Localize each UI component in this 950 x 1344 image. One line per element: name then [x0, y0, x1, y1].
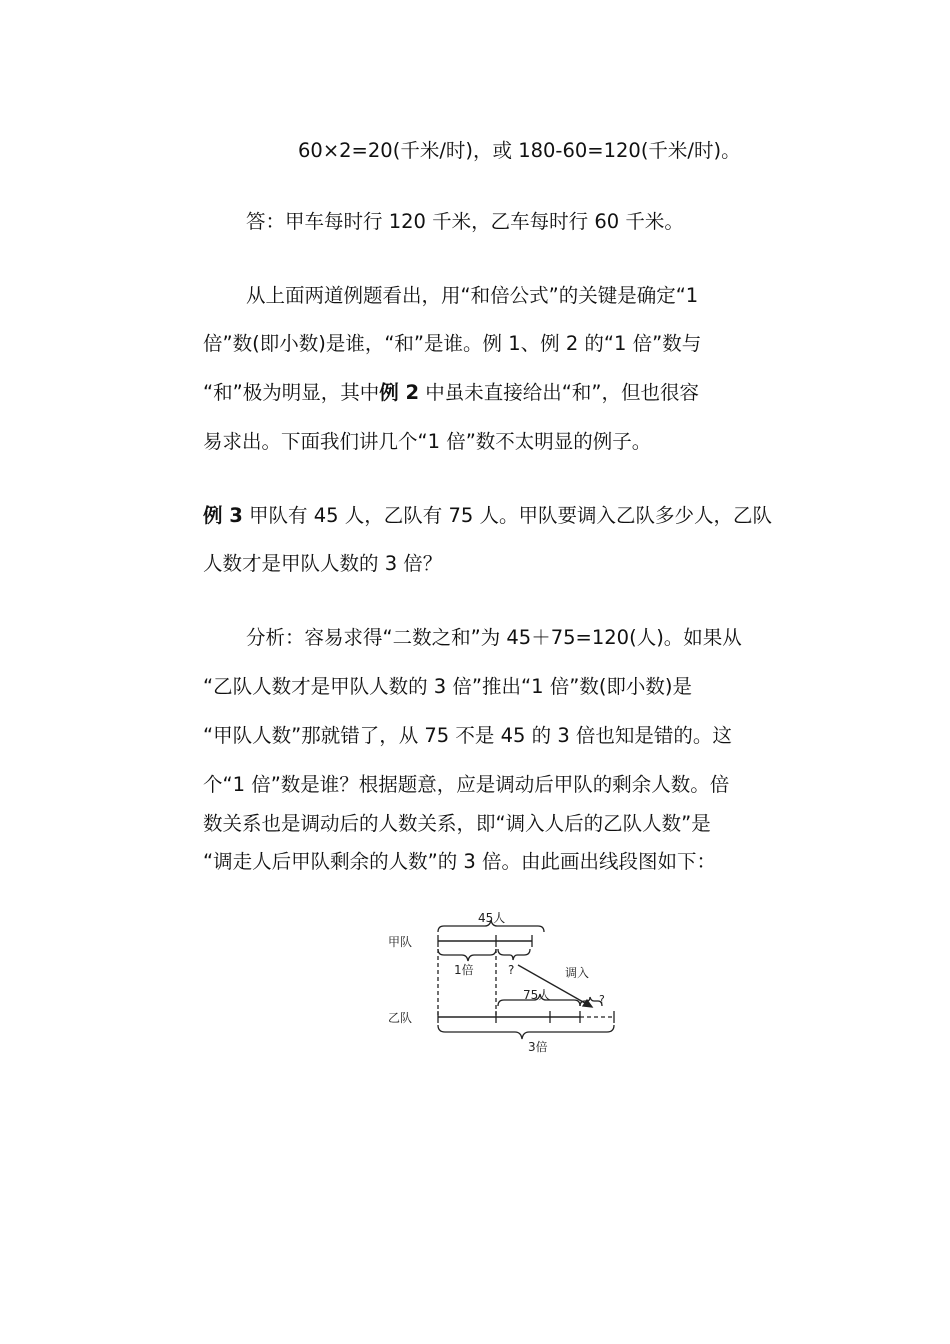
line-9: 分析：容易求得“二数之和”为 45＋75=120(人)。如果从 — [246, 626, 742, 649]
line-3: 从上面两道例题看出，用“和倍公式”的关键是确定“1 — [246, 284, 699, 307]
line-1: 60×2=20(千米/时)，或 180-60=120(千米/时)。 — [298, 139, 741, 162]
line-10: “乙队人数才是甲队人数的 3 倍”推出“1 倍”数(即小数)是 — [203, 675, 693, 698]
label-75: 75人 — [523, 988, 551, 1002]
brace-1x — [438, 949, 496, 961]
line-13: 数关系也是调动后的人数关系，即“调入人后的乙队人数”是 — [203, 812, 711, 835]
label-1x: 1倍 — [454, 963, 474, 977]
line-12: 个“1 倍”数是谁？根据题意，应是调动后甲队的剩余人数。倍 — [203, 773, 730, 796]
label-q1: ? — [508, 963, 515, 977]
label-transfer: 调入 — [565, 966, 590, 980]
line-2: 答：甲车每时行 120 千米，乙车每时行 60 千米。 — [246, 210, 684, 233]
line-5-pre: “和”极为明显，其中 — [203, 381, 380, 404]
example-3-label: 例 3 — [203, 504, 243, 527]
label-3x: 3倍 — [528, 1040, 548, 1054]
example-2-ref: 例 2 — [379, 381, 420, 404]
label-q2: ? — [599, 993, 605, 1006]
line-14: “调走人后甲队剩余的人数”的 3 倍。由此画出线段图如下： — [203, 850, 717, 873]
line-11: “甲队人数”那就错了，从 75 不是 45 的 3 倍也知是错的。这 — [203, 724, 732, 747]
brace-3x — [438, 1025, 614, 1039]
line-5 — [203, 381, 813, 405]
line-4: 倍”数(即小数)是谁，“和”是谁。例 1、例 2 的“1 倍”数与 — [203, 332, 702, 355]
label-team-b: 乙队 — [388, 1011, 413, 1025]
line-6: 易求出。下面我们讲几个“1 倍”数不太明显的例子。 — [203, 430, 652, 453]
brace-q1 — [498, 949, 530, 960]
line-5-post: 中虽未直接给出“和”，但也很容 — [419, 381, 699, 404]
line-7-post: 甲队有 45 人，乙队有 75 人。甲队要调入乙队多少人，乙队 — [242, 504, 772, 527]
label-45: 45人 — [478, 911, 506, 925]
line-8: 人数才是甲队人数的 3 倍？ — [203, 552, 443, 575]
label-team-a: 甲队 — [388, 935, 413, 949]
line-7 — [203, 504, 813, 528]
line-segment-diagram — [380, 905, 630, 1065]
